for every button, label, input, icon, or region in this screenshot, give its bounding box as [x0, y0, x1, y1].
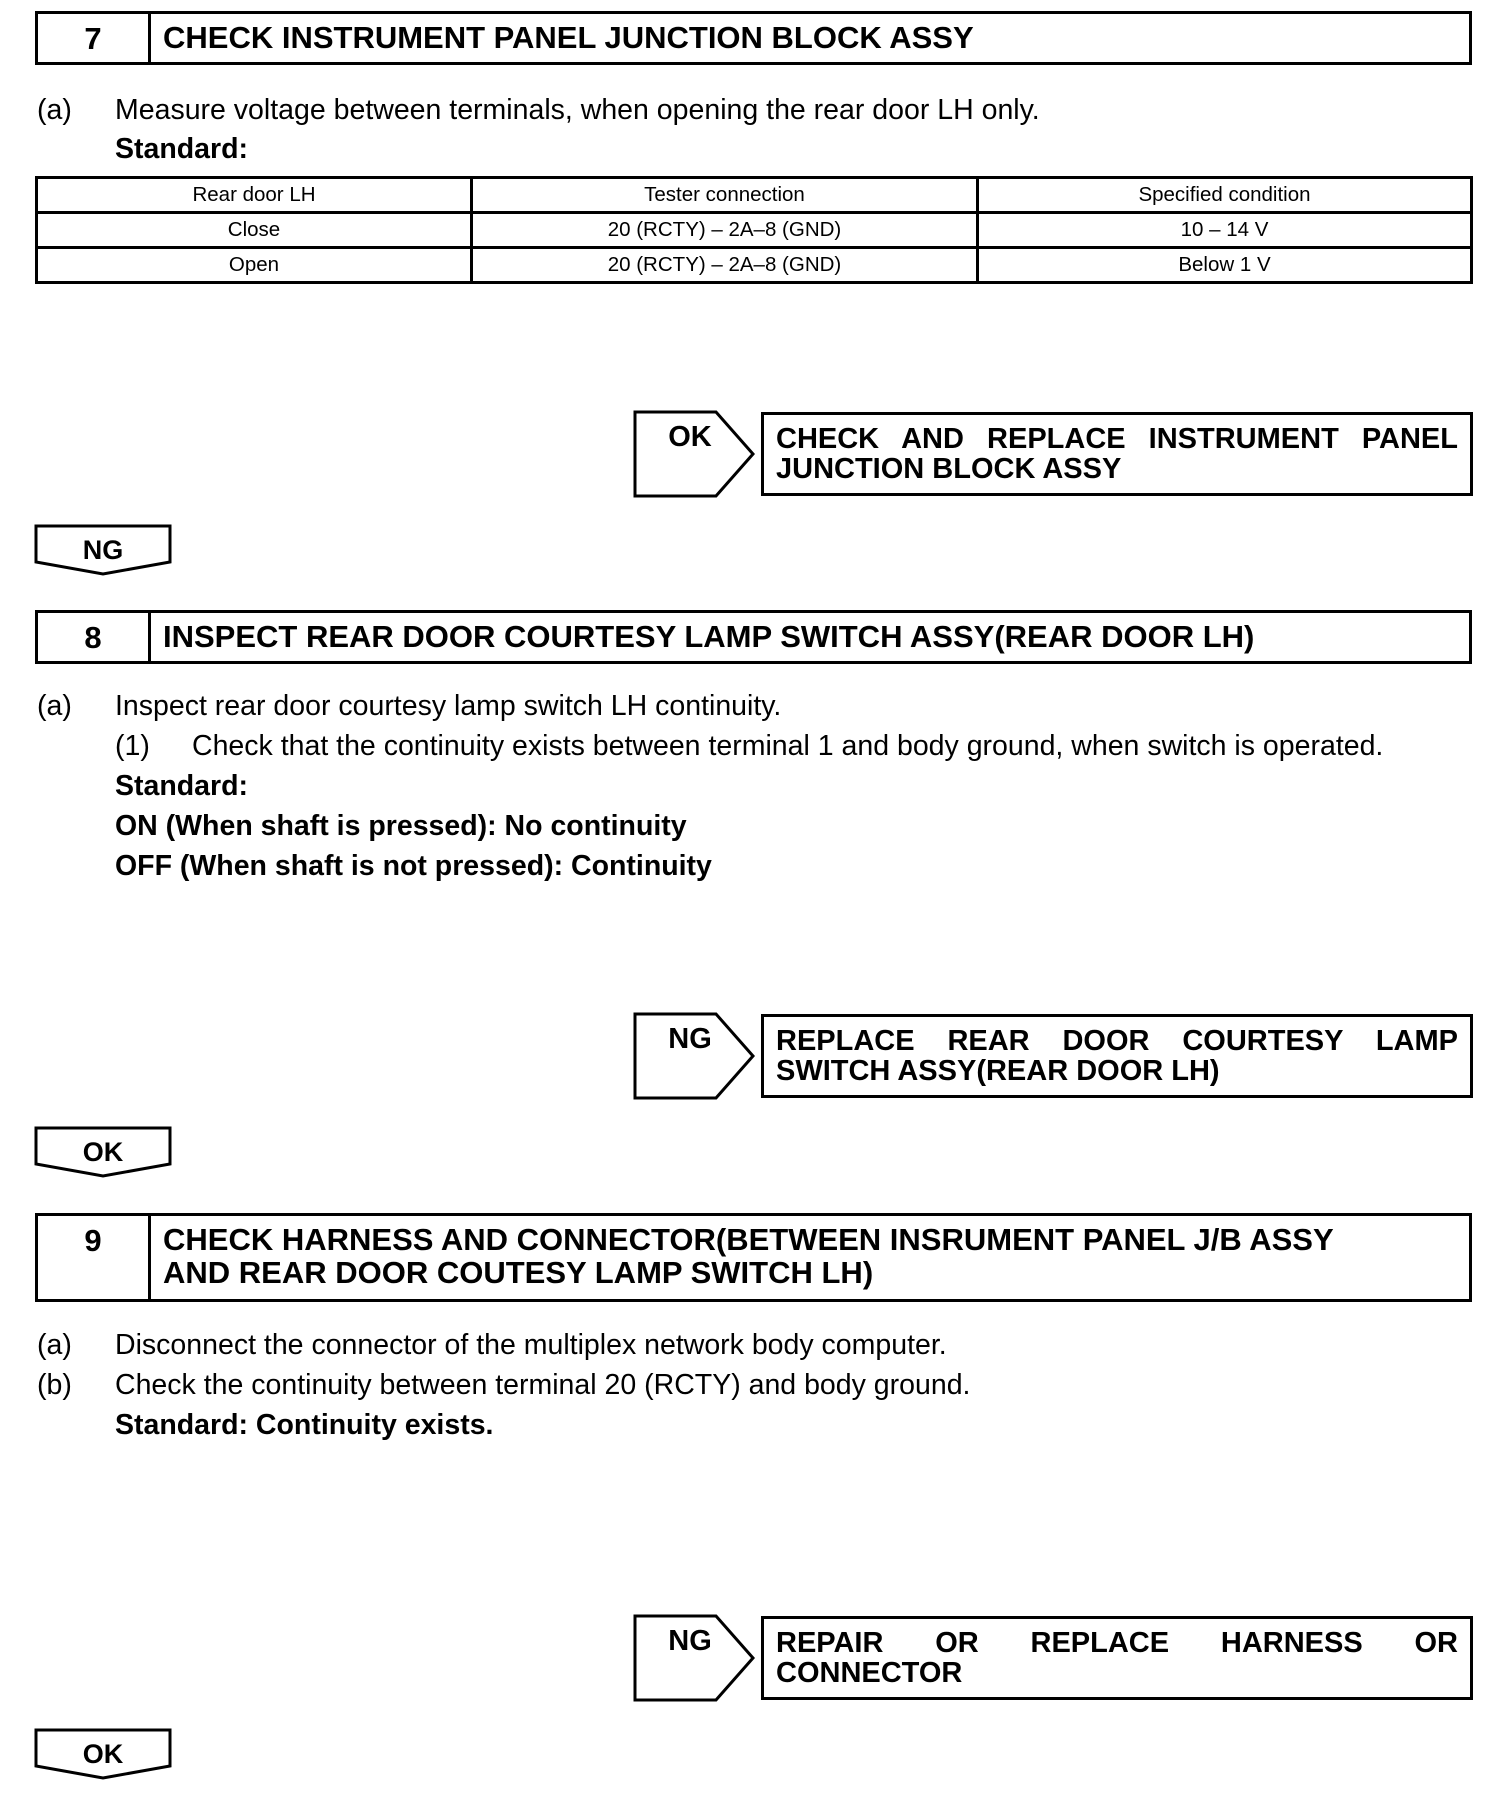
table-cell: Open [37, 248, 472, 283]
result-action-text: REPLACE REAR DOOR COURTESY LAMP SWITCH ASSY(REAR DOOR LH) [776, 1025, 1458, 1087]
instruction-text: Disconnect the connector of the multiplex network body computer. [115, 1329, 947, 1361]
step-8-header [35, 610, 1472, 664]
standard-on: ON (When shaft is pressed): No continuity [115, 810, 687, 842]
item-label: (a) [37, 94, 72, 126]
table-cell: Close [37, 213, 472, 248]
result-action-box [761, 1014, 1473, 1098]
step-number: 8 [38, 613, 151, 661]
instruction-text: Inspect rear door courtesy lamp switch LH continuity. [115, 690, 782, 722]
result-action-box [761, 1616, 1473, 1700]
item-label: (b) [37, 1369, 72, 1401]
table-row [37, 213, 1472, 248]
table-cell: 20 (RCTY) – 2A–8 (GND) [472, 213, 978, 248]
table-header-cell: Specified condition [978, 178, 1472, 213]
table-cell: 20 (RCTY) – 2A–8 (GND) [472, 248, 978, 283]
step-number: 9 [38, 1216, 151, 1299]
continue-label: OK [82, 1739, 124, 1769]
instruction-text: Measure voltage between terminals, when opening the rear door LH only. [115, 94, 1040, 126]
result-action-text: CHECK AND REPLACE INSTRUMENT PANEL JUNCTION BLOCK ASSY [776, 423, 1458, 485]
table-row [37, 248, 1472, 283]
specification-table [35, 176, 1473, 284]
standard-label: Standard: Continuity exists. [115, 1409, 494, 1441]
standard-off: OFF (When shaft is not pressed): Continuity [115, 850, 712, 882]
result-label: OK [668, 421, 712, 453]
item-label: (a) [37, 690, 72, 722]
step-number: 7 [38, 14, 151, 62]
step-7-header [35, 11, 1472, 65]
step-title: CHECK HARNESS AND CONNECTOR(BETWEEN INSRUMENT PANEL J/B ASSY AND REAR DOOR COUTESY LAMP SWITCH LH) [163, 1222, 1334, 1290]
table-cell: Below 1 V [978, 248, 1472, 283]
result-action-box [761, 412, 1473, 496]
result-label: NG [668, 1625, 712, 1657]
continue-label: NG [82, 535, 124, 565]
table-header-cell: Rear door LH [37, 178, 472, 213]
instruction-text: Check that the continuity exists between terminal 1 and body ground, when switch is operated. [192, 730, 1384, 762]
table-cell: 10 – 14 V [978, 213, 1472, 248]
step-9-header [35, 1213, 1472, 1302]
standard-label: Standard: [115, 770, 249, 802]
step-title: INSPECT REAR DOOR COURTESY LAMP SWITCH ASSY(REAR DOOR LH) [163, 619, 1255, 654]
result-action-text: REPAIR OR REPLACE HARNESS OR CONNECTOR [776, 1627, 1458, 1689]
step-title: CHECK INSTRUMENT PANEL JUNCTION BLOCK ASSY [163, 20, 974, 55]
table-header-cell: Tester connection [472, 178, 978, 213]
continue-label: OK [82, 1137, 124, 1167]
item-label: (a) [37, 1329, 72, 1361]
instruction-text: Check the continuity between terminal 20 (RCTY) and body ground. [115, 1369, 971, 1401]
standard-label: Standard: [115, 133, 249, 165]
sub-item-label: (1) [115, 730, 150, 762]
result-label: NG [668, 1023, 712, 1055]
table-header-row [37, 178, 1472, 213]
